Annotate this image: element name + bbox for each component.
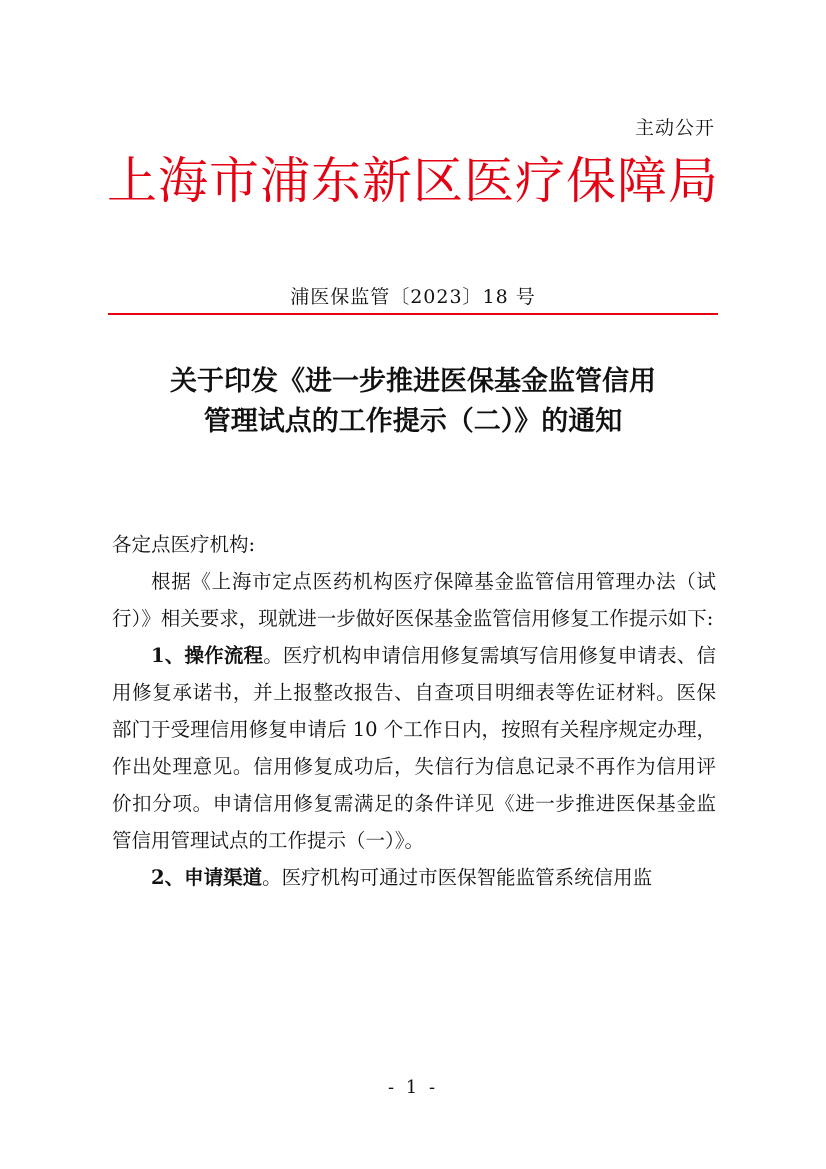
item-1-text: 。医疗机构申请信用修复需填写信用修复申请表、信用修复承诺书，并上报整改报告、自查项目明细表等佐证材料。医保部门于受理信用修复申请后 10 个工作日内，按照有关程序规定办理，作出处理意见。信用修复成功后，失信行为信息记录不再作为信用评价扣分项。申请信用修复需满足的条件详见《进一步推进医保基金监管信用管理试点的工作提示（一）》。 <box>112 644 716 852</box>
document-body <box>112 526 716 896</box>
item-1-paragraph <box>112 637 716 859</box>
title-line-2: 管理试点的工作提示（二）》的通知 <box>203 406 623 437</box>
disclosure-label: 主动公开 <box>634 117 715 139</box>
document-title <box>108 362 718 442</box>
item-1-heading: 1、操作流程 <box>151 644 264 667</box>
salutation: 各定点医疗机构: <box>112 533 256 556</box>
item-2-heading: 2、申请渠道 <box>151 866 263 889</box>
intro-paragraph: 根据《上海市定点医药机构医疗保障基金监管信用管理办法（试行）》相关要求，现就进一步做好医保基金监管信用修复工作提示如下: <box>112 570 716 630</box>
item-2-text: 。医疗机构可通过市医保智能监管系统信用监 <box>262 866 653 889</box>
document-number: 浦医保监管〔2023〕18 号 <box>290 286 536 308</box>
title-line-1: 关于印发《进一步推进医保基金监管信用 <box>170 366 656 397</box>
red-divider-line <box>108 313 718 315</box>
page-number: - 1 - <box>387 1077 439 1098</box>
item-2-paragraph <box>112 859 716 896</box>
agency-masthead: 上海市浦东新区医疗保障局 <box>107 152 719 210</box>
